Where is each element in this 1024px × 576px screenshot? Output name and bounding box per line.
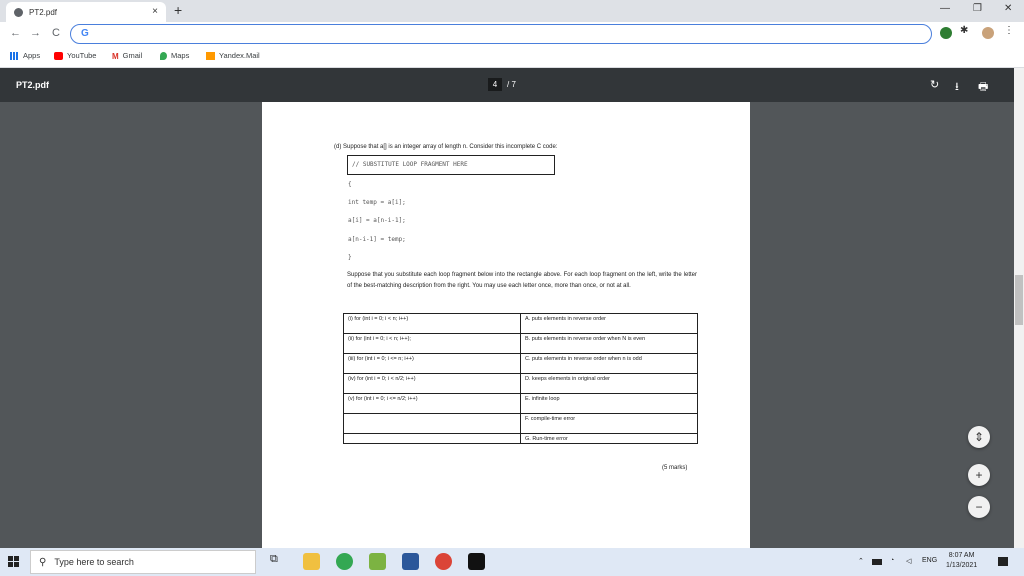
tab-strip bbox=[0, 0, 1024, 22]
loop-fragment bbox=[344, 434, 521, 444]
loop-fragment bbox=[344, 414, 521, 434]
search-placeholder: Type here to search bbox=[54, 557, 134, 567]
matching-table bbox=[343, 313, 698, 444]
description: E. infinite loop bbox=[521, 394, 698, 414]
puzzle-extensions-icon[interactable]: ✱ bbox=[960, 25, 969, 36]
terminal-icon[interactable] bbox=[468, 553, 485, 570]
bookmark-maps[interactable]: Maps bbox=[160, 51, 189, 60]
volume-icon[interactable]: ◁ bbox=[906, 558, 912, 565]
description: D. keeps elements in original order bbox=[521, 374, 698, 394]
pdf-page bbox=[262, 102, 750, 548]
notification-icon[interactable] bbox=[998, 557, 1008, 566]
bookmark-apps[interactable]: Apps bbox=[10, 51, 40, 60]
google-icon: G bbox=[81, 28, 89, 39]
code-placeholder: // SUBSTITUTE LOOP FRAGMENT HERE bbox=[352, 161, 468, 168]
code-line: a[i] = a[n-i-1]; bbox=[348, 217, 406, 224]
loop-fragment: (v) for (int i = 0; i <= n/2; i++) bbox=[344, 394, 521, 414]
fit-page-button[interactable]: ⇕ bbox=[968, 426, 990, 448]
youtube-icon bbox=[54, 52, 63, 60]
apps-grid-icon bbox=[10, 52, 19, 60]
paint-app-icon[interactable] bbox=[369, 553, 386, 570]
page-number-input[interactable]: 4 bbox=[488, 78, 502, 91]
bookmarks-bar bbox=[0, 46, 1024, 68]
clock-date: 1/13/2021 bbox=[946, 562, 978, 569]
table-row bbox=[344, 394, 698, 414]
description: C. puts elements in reverse order when n is odd bbox=[521, 354, 698, 374]
restore-button[interactable]: ❐ bbox=[973, 3, 982, 14]
question-intro: (d) Suppose that a[] is an integer array of length n. Consider this incomplete C code: bbox=[334, 144, 558, 150]
tray-chevron-icon[interactable]: ⌃ bbox=[858, 558, 864, 565]
rotate-icon[interactable]: ↻ bbox=[930, 79, 940, 91]
code-line: { bbox=[348, 181, 352, 188]
marks-label: (5 marks) bbox=[662, 465, 688, 471]
close-window-button[interactable]: ✕ bbox=[1004, 3, 1013, 14]
back-button[interactable]: ← bbox=[10, 27, 21, 39]
clock-time: 8:07 AM bbox=[948, 552, 975, 559]
print-icon[interactable]: 🖶 bbox=[978, 81, 989, 93]
pdf-toolbar bbox=[0, 68, 1024, 102]
instructions: Suppose that you substitute each loop fragment below into the rectangle above. For each loop fragment on the left, write the letter of the best-matching description from the right. You may use each letter once, more than once, or not at all. bbox=[347, 272, 697, 289]
table-row bbox=[344, 374, 698, 394]
code-line: a[n-i-1] = temp; bbox=[348, 236, 406, 243]
globe-icon bbox=[14, 8, 23, 17]
wifi-icon[interactable]: ◔ bbox=[890, 557, 895, 564]
new-tab-button[interactable]: + bbox=[174, 2, 183, 18]
address-bar[interactable] bbox=[70, 24, 932, 44]
windows-start-icon[interactable] bbox=[8, 556, 20, 568]
loop-fragment: (iii) for (int i = 0; i <= n; i++) bbox=[344, 354, 521, 374]
code-line: int temp = a[i]; bbox=[348, 199, 406, 206]
loop-fragment: (i) for (int i = 0; i < n; i++) bbox=[344, 314, 521, 334]
tab-title: PT2.pdf bbox=[29, 7, 58, 17]
scrollbar-thumb[interactable] bbox=[1015, 275, 1023, 325]
bookmark-yandex-mail[interactable]: Yandex.Mail bbox=[206, 51, 260, 60]
download-icon[interactable]: ⭳ bbox=[955, 81, 959, 93]
menu-kebab-icon[interactable]: ⋮ bbox=[1004, 25, 1014, 36]
language-indicator[interactable]: ENG bbox=[922, 557, 938, 564]
maps-pin-icon bbox=[160, 52, 167, 60]
loop-fragment: (iv) for (int i = 0; i < n/2; i++) bbox=[344, 374, 521, 394]
battery-icon[interactable] bbox=[872, 559, 882, 565]
zoom-in-button[interactable]: + bbox=[968, 464, 990, 486]
tab-pt2-pdf[interactable] bbox=[6, 2, 166, 22]
search-icon: ⚲ bbox=[39, 556, 47, 568]
description: A. puts elements in reverse order bbox=[521, 314, 698, 334]
description: G. Run-time error bbox=[521, 434, 698, 444]
taskbar-search-input[interactable] bbox=[30, 550, 256, 574]
bookmark-gmail[interactable]: M Gmail bbox=[112, 51, 143, 61]
reload-button[interactable]: C bbox=[52, 27, 60, 39]
task-view-icon[interactable]: ⧉ bbox=[270, 553, 278, 565]
tab-close-icon[interactable]: × bbox=[152, 6, 158, 17]
description: F. compile-time error bbox=[521, 414, 698, 434]
chrome-icon[interactable] bbox=[336, 553, 353, 570]
system-clock[interactable] bbox=[946, 551, 977, 571]
profile-avatar[interactable] bbox=[982, 27, 994, 39]
file-explorer-icon[interactable] bbox=[303, 553, 320, 570]
gmail-icon: M bbox=[112, 51, 119, 61]
table-row bbox=[344, 334, 698, 354]
code-rectangle bbox=[347, 155, 555, 175]
table-row bbox=[344, 434, 698, 444]
code-line: } bbox=[348, 254, 352, 261]
extension-icon[interactable] bbox=[940, 27, 952, 39]
chrome-active-icon[interactable] bbox=[435, 553, 452, 570]
taskbar bbox=[0, 548, 1024, 576]
minimize-button[interactable]: — bbox=[940, 3, 950, 14]
pdf-viewer[interactable] bbox=[0, 102, 1024, 548]
zoom-out-button[interactable]: − bbox=[968, 496, 990, 518]
table-row bbox=[344, 314, 698, 334]
table-row bbox=[344, 414, 698, 434]
loop-fragment: (ii) for (int i = 0; i < n; i++); bbox=[344, 334, 521, 354]
page-total: / 7 bbox=[507, 80, 516, 89]
yandex-mail-icon bbox=[206, 52, 215, 60]
browser-toolbar bbox=[0, 22, 1024, 46]
description: B. puts elements in reverse order when N is even bbox=[521, 334, 698, 354]
word-icon[interactable] bbox=[402, 553, 419, 570]
pdf-title: PT2.pdf bbox=[16, 80, 49, 90]
forward-button[interactable]: → bbox=[30, 27, 41, 39]
table-row bbox=[344, 354, 698, 374]
bookmark-youtube[interactable]: YouTube bbox=[54, 51, 96, 60]
scrollbar[interactable] bbox=[1014, 68, 1024, 548]
